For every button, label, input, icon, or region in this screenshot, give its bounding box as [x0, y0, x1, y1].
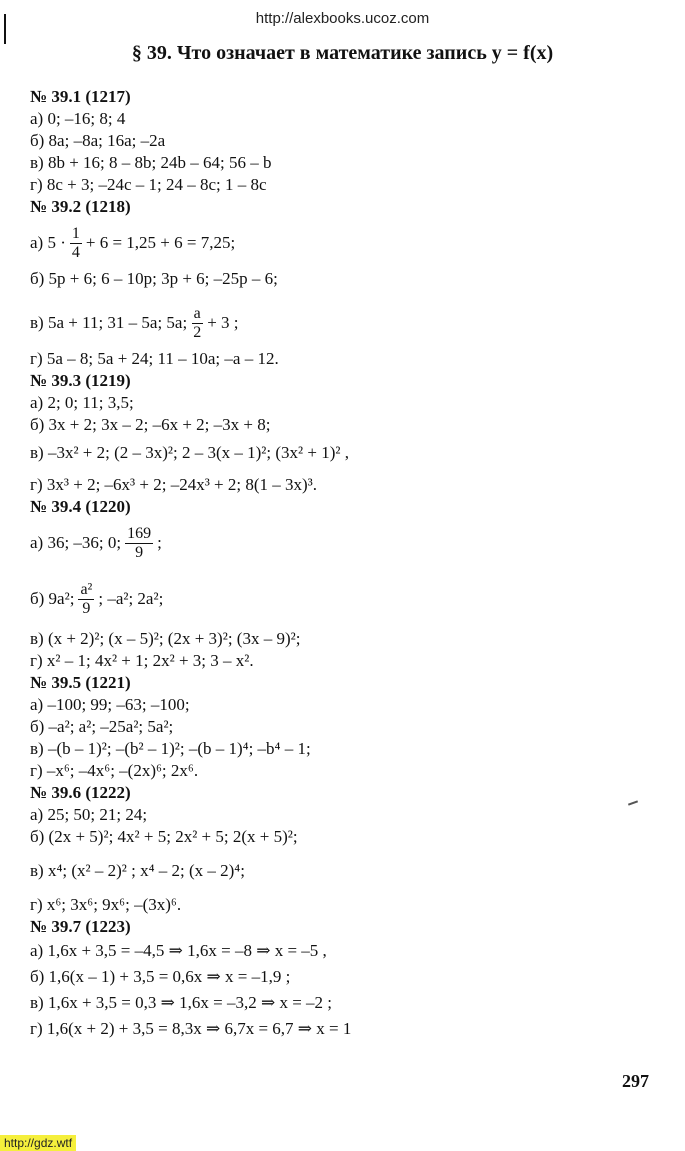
- fraction: [70, 225, 82, 262]
- answer-39-2-b: б) 5p + 6; 6 – 10p; 3p + 6; –25p – 6;: [30, 269, 278, 288]
- section-title-39-3: № 39.3 (1219): [30, 371, 131, 390]
- fraction: [78, 581, 94, 618]
- answer-39-4-b: [30, 574, 650, 624]
- answer-39-6-a: а) 25; 50; 21; 24;: [30, 805, 148, 824]
- fraction-denominator: 9: [82, 599, 91, 617]
- page-number: 297: [622, 1071, 649, 1091]
- fraction-numerator: 169: [127, 524, 152, 542]
- expr-suffix: ; –a²; 2a²;: [98, 589, 164, 608]
- fraction-numerator: a: [193, 304, 201, 322]
- answer-39-4-g: г) x² – 1; 4x² + 1; 2x² + 3; 3 – x².: [30, 651, 254, 670]
- expr-suffix: + 6 = 1,25 + 6 = 7,25;: [85, 233, 236, 252]
- answer-39-2-g: г) 5a – 8; 5a + 24; 11 – 10a; –a – 12.: [30, 349, 279, 368]
- section-title-39-2: № 39.2 (1218): [30, 197, 131, 216]
- answer-39-5-v: в) –(b – 1)²; –(b² – 1)²; –(b – 1)⁴; –b⁴ – 1;: [30, 739, 311, 758]
- answer-39-6-v: в) x⁴; (x² – 2)² ; x⁴ – 2; (x – 2)⁴;: [30, 861, 245, 880]
- section-title-39-5: № 39.5 (1221): [30, 673, 131, 692]
- expr-prefix: а) 5 ·: [30, 233, 66, 252]
- expr-prefix: б) 9a²;: [30, 589, 75, 608]
- page-title: § 39. Что означает в математике запись y = f(x): [131, 42, 554, 64]
- section-title-39-6: № 39.6 (1222): [30, 783, 131, 802]
- answer-39-5-g: г) –x⁶; –4x⁶; –(2x)⁶; 2x⁶.: [30, 761, 199, 780]
- fraction: [191, 305, 203, 342]
- fraction-denominator: 9: [135, 543, 144, 561]
- answer-39-3-b: б) 3x + 2; 3x – 2; –6x + 2; –3x + 8;: [30, 415, 271, 434]
- answer-39-4-v: в) (x + 2)²; (x – 5)²; (2x + 3)²; (3x – 9)²;: [30, 629, 301, 648]
- site-url: http://alexbooks.ucoz.com: [255, 10, 430, 27]
- answer-39-5-a: а) –100; 99; –63; –100;: [30, 695, 190, 714]
- answer-39-1-g: г) 8c + 3; –24c – 1; 24 – 8c; 1 – 8c: [30, 175, 267, 194]
- answer-39-6-g: г) x⁶; 3x⁶; 9x⁶; –(3x)⁶.: [30, 895, 182, 914]
- answer-39-1-b: б) 8a; –8a; 16a; –2a: [30, 131, 166, 150]
- answer-39-2-a: [30, 218, 650, 268]
- solutions-content: [30, 86, 650, 1042]
- answer-39-7-b: б) 1,6(x – 1) + 3,5 = 0,6x ⇒ x = –1,9 ;: [30, 967, 291, 986]
- answer-39-1-v: в) 8b + 16; 8 – 8b; 24b – 64; 56 – b: [30, 153, 272, 172]
- watermark-link[interactable]: http://gdz.wtf: [0, 1135, 76, 1151]
- answer-39-3-a: а) 2; 0; 11; 3,5;: [30, 393, 134, 412]
- expr-prefix: а) 36; –36; 0;: [30, 533, 122, 552]
- section-title-39-1: № 39.1 (1217): [30, 87, 131, 106]
- section-title-39-7: № 39.7 (1223): [30, 917, 131, 936]
- fraction-denominator: 2: [193, 323, 202, 341]
- section-title-39-4: № 39.4 (1220): [30, 497, 131, 516]
- answer-39-6-b: б) (2x + 5)²; 4x² + 5; 2x² + 5; 2(x + 5)²;: [30, 827, 298, 846]
- fraction-denominator: 4: [71, 243, 80, 261]
- answer-39-7-a: а) 1,6x + 3,5 = –4,5 ⇒ 1,6x = –8 ⇒ x = –5 ,: [30, 941, 327, 960]
- answer-39-4-a: [30, 518, 650, 568]
- expr-suffix: + 3 ;: [207, 313, 239, 332]
- answer-39-2-v: [30, 298, 650, 348]
- fraction: [125, 525, 153, 562]
- fraction-numerator: 1: [71, 224, 80, 242]
- fraction-numerator: a²: [80, 580, 93, 598]
- answer-39-7-v: в) 1,6x + 3,5 = 0,3 ⇒ 1,6x = –3,2 ⇒ x = –2 ;: [30, 993, 332, 1012]
- answer-39-3-v: в) –3x² + 2; (2 – 3x)²; 2 – 3(x – 1)²; (3x² + 1)² ,: [30, 443, 349, 462]
- answer-39-1-a: а) 0; –16; 8; 4: [30, 109, 126, 128]
- expr-prefix: в) 5a + 11; 31 – 5a; 5a;: [30, 313, 188, 332]
- answer-39-7-g: г) 1,6(x + 2) + 3,5 = 8,3x ⇒ 6,7x = 6,7 ⇒ x = 1: [30, 1019, 352, 1038]
- answer-39-3-g: г) 3x³ + 2; –6x³ + 2; –24x³ + 2; 8(1 – 3x)³.: [30, 475, 318, 494]
- answer-39-5-b: б) –a²; a²; –25a²; 5a²;: [30, 717, 174, 736]
- expr-suffix: ;: [157, 533, 162, 552]
